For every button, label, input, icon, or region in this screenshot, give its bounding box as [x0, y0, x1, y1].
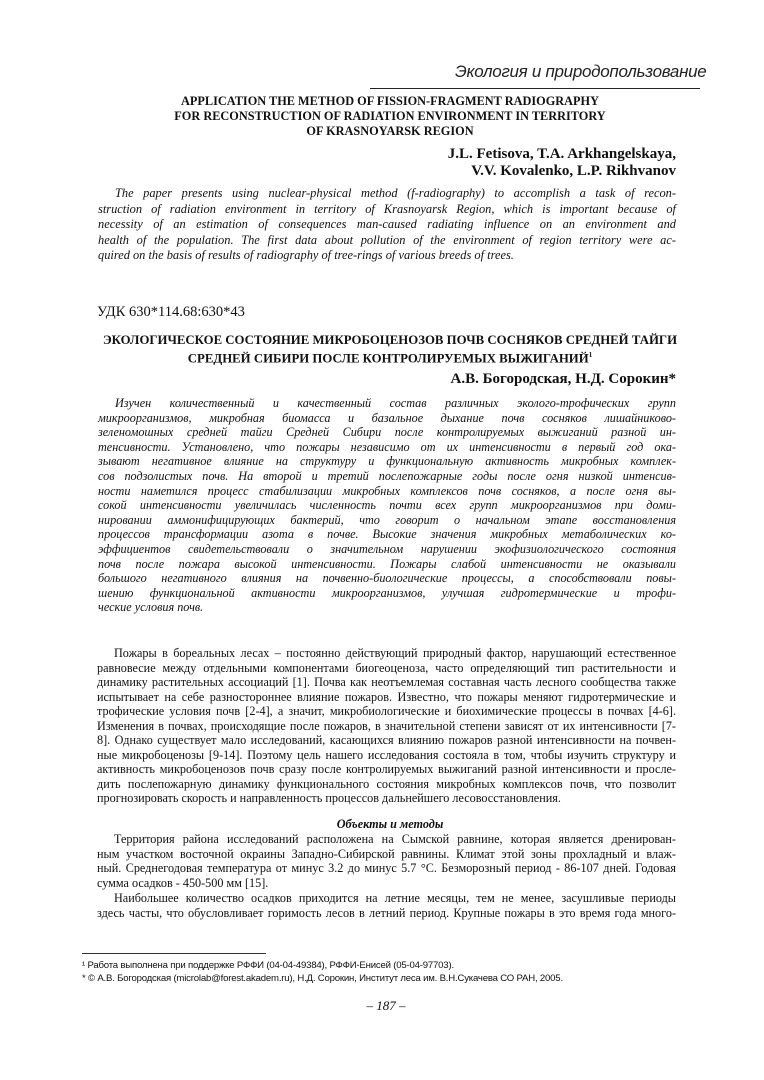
- running-head: Экология и природопользование: [455, 62, 707, 81]
- text-line: ным участком восточной окраины Западно-Сибирской равнины. Климат этой зоны прохладный и влаж-: [97, 846, 676, 861]
- text-line: struction of radiation environment in territory of Krasnoyarsk Region, which is important because of: [98, 201, 676, 216]
- text-line: Пожары в бореальных лесах – постоянно действующий природный фактор, нарушающий естественное: [114, 646, 676, 660]
- english-authors-line: J.L. Fetisova, T.A. Arkhangelskaya,: [447, 146, 676, 162]
- text-line: necessity of an estimation of consequences man-caused radiating influence on an environment and: [98, 217, 676, 232]
- text-line: трофические условия почв [2-4], а значит, микробиологические и биохимические процессы в почвах [4-6].: [97, 704, 676, 718]
- text-line: сов подзолистых почв. На второй и третий послепожарные годы после огня низкой интенсив-: [98, 469, 676, 483]
- text-line: 8]. Однако существует мало исследований, касающихся влиянию пожаров разной интенсивности на почвен-: [97, 733, 676, 747]
- text-line: сумма осадков - 450-500 мм [15].: [97, 876, 269, 891]
- russian-title-text: СРЕДНЕЙ СИБИРИ ПОСЛЕ КОНТРОЛИРУЕМЫХ ВЫЖИГАНИЙ: [187, 351, 589, 366]
- text-line: прогнозировать скорость и направленность процессов дальнейшего лесовосстановления.: [97, 791, 561, 805]
- footnote: * © А.В. Богородская (microlab@forest.akadem.ru), Н.Д. Сорокин, Институт леса им. В.Н.Сукачева СО РАН, 2005.: [82, 973, 563, 984]
- russian-title-line: [0, 348, 764, 366]
- text-line: Изменения в почвах, происходящие после пожаров, в значительной степени зависят от их интенсивности [7-: [97, 718, 676, 733]
- text-line: health of the population. The first data about pollution of the environment of region territory were ac-: [98, 232, 676, 247]
- english-authors-line: V.V. Kovalenko, L.P. Rikhvanov: [471, 163, 676, 179]
- english-title-line: APPLICATION THE METHOD OF FISSION-FRAGMENT RADIOGRAPHY: [180, 94, 599, 108]
- english-title-line: OF KRASNOYARSK REGION: [306, 124, 474, 138]
- text-line: Наибольшее количество осадков приходится на летние месяцы, тем не менее, засушливые периоды: [114, 890, 676, 905]
- text-line: микроорганизмов, микробная биомасса и базальное дыхание почв сосняков лишайниково-: [98, 410, 676, 425]
- text-line: большого негативного влияния на почвенно-биологические процессы, а способствовали повы-: [98, 571, 676, 586]
- text-line: здесь часты, что обусловливает горимость лесов в летний период. Крупные пожары в это время года много-: [97, 905, 676, 920]
- text-line: зывают негативное влияние на структуру и функциональную активность микробных комплек-: [98, 454, 676, 469]
- english-title-line: FOR RECONSTRUCTION OF RADIATION ENVIRONMENT IN TERRITORY: [174, 109, 606, 123]
- footnote: ¹ Работа выполнена при поддержке РФФИ (04-04-49384), РФФИ-Енисей (05-04-97703).: [82, 960, 454, 971]
- text-line: Территория района исследований расположена на Сымской равнине, которая является дренирован-: [114, 832, 676, 846]
- text-line: дить послепожарную динамику функционального состояния микробных комплексов почв, что позволит: [97, 776, 676, 791]
- text-line: The paper presents using nuclear-physical method (f-radiography) to accomplish a task of recon-: [115, 186, 676, 200]
- footnote-mark: 1: [588, 351, 593, 359]
- russian-title-line: ЭКОЛОГИЧЕСКОЕ СОСТОЯНИЕ МИКРОБОЦЕНОЗОВ ПОЧВ СОСНЯКОВ СРЕДНЕЙ ТАЙГИ: [102, 333, 678, 347]
- text-line: процессов трансформации азота в почве. Высокие значения микробных метаболических ко-: [98, 527, 676, 542]
- header-rule: [370, 88, 700, 89]
- text-line: динамику растительных ассоциаций [1]. Почва как неотъемлемая составная часть лесного сообщества также: [97, 675, 676, 689]
- text-line: нировании аммонифицирующих бактерий, что говорит о начальном этапе восстановления: [98, 512, 676, 527]
- text-line: ный. Среднегодовая температура от минус 3.2 до минус 5.7 °С. Безморозный период - 86-107 дней. Годовая: [97, 861, 676, 876]
- text-line: шению функциональной активности микроорганизмов, улучшая гидротермические и трофи-: [98, 585, 676, 600]
- text-line: quired on the basis of results of radiography of tree-rings of various breeds of trees.: [98, 248, 514, 263]
- text-line: Изучен количественный и качественный состав различных эколого-трофических групп: [115, 396, 676, 410]
- text-line: ности наметился процесс стабилизации микробных комплексов почв сосняков, а после огня вы-: [98, 483, 676, 498]
- section-heading: Объекты и методы: [336, 817, 444, 831]
- text-line: зеленомошных средней тайги Средней Сибири после контролируемых выжиганий разной ин-: [98, 425, 676, 440]
- text-line: ные микробоценозы [9-14]. Поэтому цель нашего исследования состояла в том, чтобы изучить структуру и: [97, 747, 676, 762]
- text-line: эффициентов свидетельствовали о значительном нарушении экофизиологического состояния: [98, 542, 676, 556]
- text-line: ческие условия почв.: [98, 600, 204, 615]
- text-line: тенсивности. Установлено, что пожары независимо от их интенсивности в первый год ока-: [98, 439, 676, 454]
- footnote-rule: [82, 953, 266, 954]
- text-line: испытывает на себе разностороннее влияние пожаров. Известно, что пожары меняют гидротермические и: [97, 689, 676, 704]
- text-line: почв после пожара высокой интенсивности. Пожары слабой интенсивности не оказывали: [98, 556, 676, 571]
- page-number: – 187 –: [366, 998, 406, 1013]
- text-line: сокой интенсивности увеличилась численность почти всех групп микроорганизмов при доми-: [98, 498, 676, 513]
- russian-authors: А.В. Богородская, Н.Д. Сорокин*: [450, 371, 676, 387]
- udk-code: УДК 630*114.68:630*43: [97, 304, 245, 320]
- text-line: активность микробоценозов почв сразу после контролируемых выжиганий разной интенсивности и просле-: [97, 762, 676, 776]
- text-line: равновесие между отдельными компонентами биогеоценоза, часто определяющий тип растительности и: [97, 660, 676, 675]
